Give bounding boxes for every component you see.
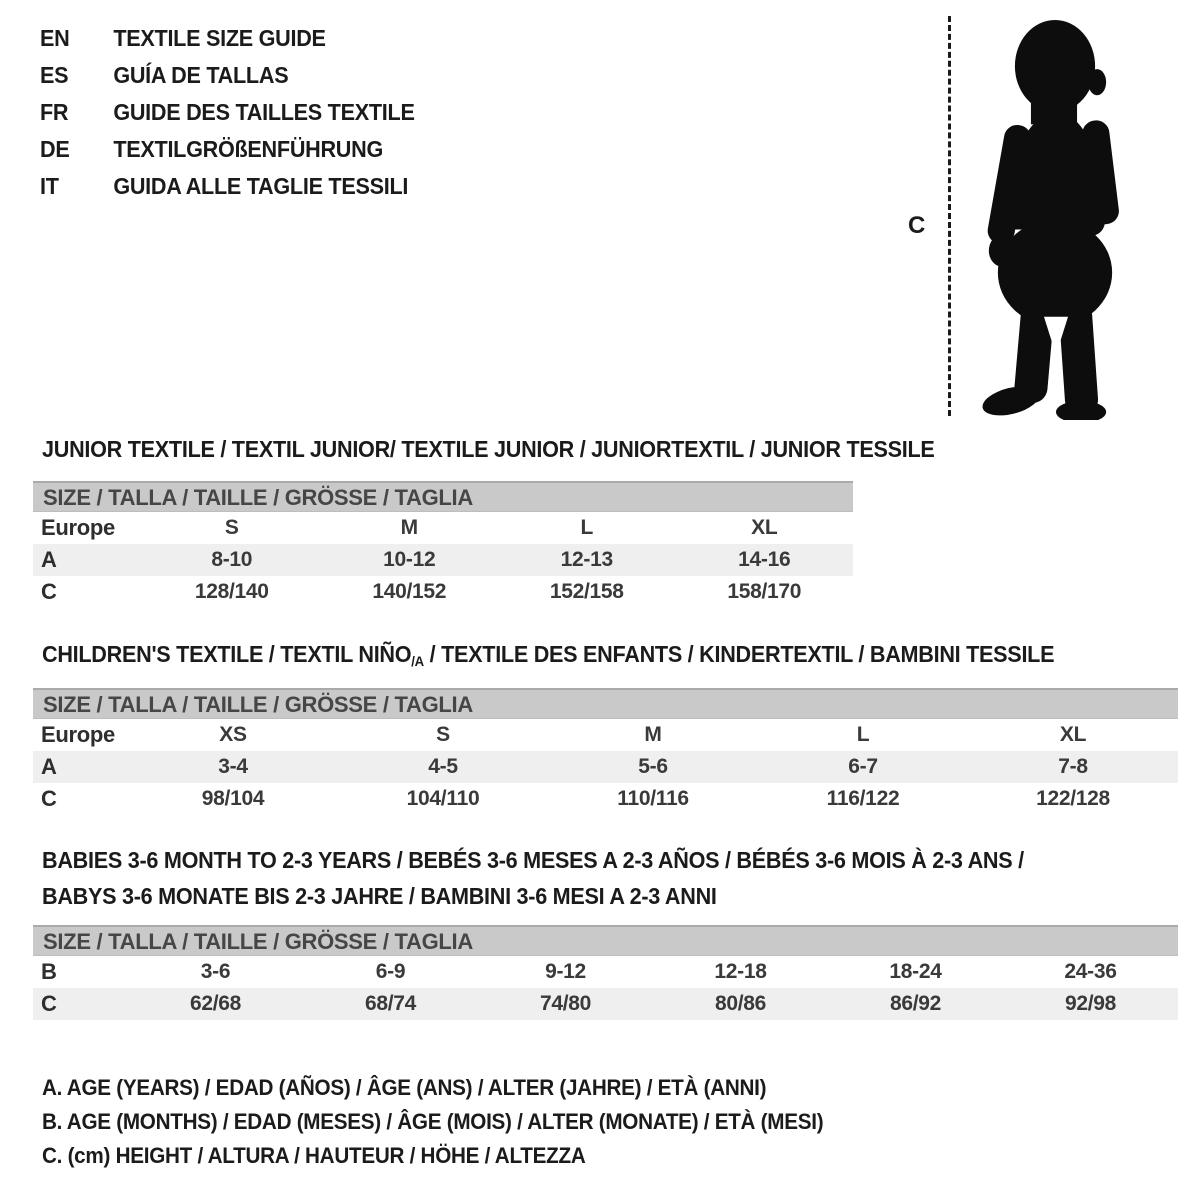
size-cell: L: [580, 516, 594, 539]
children-table-header-bar: [33, 688, 1178, 719]
table-row: [33, 512, 853, 544]
row-label: C: [41, 786, 57, 811]
row-label: C: [33, 988, 128, 1020]
lang-code: ES: [40, 62, 69, 88]
size-cell: 9-12: [545, 960, 586, 983]
size-cell: 62/68: [128, 988, 303, 1020]
size-cell: 116/122: [826, 787, 900, 810]
size-cell: XL: [1059, 723, 1087, 746]
height-measure-dashed-line: [948, 16, 951, 416]
babies-heading-line1: BABIES 3-6 MONTH TO 2-3 YEARS / BEBÉS 3-6 MESES A 2-3 AÑOS / BÉBÉS 3-6 MOIS À 2-3 ANS /: [42, 847, 1024, 873]
guide-title: TEXTILE SIZE GUIDE: [113, 25, 326, 51]
size-cell: 10-12: [321, 544, 499, 576]
size-cell: 98/104: [201, 787, 265, 810]
table-row: [33, 783, 1178, 815]
table-row: [33, 544, 853, 576]
babies-table-header-bar: [33, 925, 1178, 956]
measurement-legend: [42, 1071, 823, 1173]
children-heading-suffix: / TEXTILE DES ENFANTS / KINDERTEXTIL / BAMBINI TESSILE: [423, 641, 1055, 667]
size-cell: XS: [219, 723, 247, 746]
size-cell: 110/116: [617, 787, 689, 810]
language-title-list: [40, 26, 415, 198]
size-header-label: SIZE / TALLA / TAILLE / GRÖSSE / TAGLIA: [43, 692, 473, 717]
guide-title: GUIDE DES TAILLES TEXTILE: [113, 99, 415, 125]
guide-title: GUÍA DE TALLAS: [113, 62, 289, 88]
size-cell: 4-5: [338, 751, 548, 783]
size-cell: 24-36: [1064, 960, 1117, 983]
babies-heading-line2: BABYS 3-6 MONATE BIS 2-3 JAHRE / BAMBINI 3-6 MESI A 2-3 ANNI: [42, 883, 717, 909]
lang-code: EN: [40, 25, 70, 51]
row-label: C: [41, 579, 57, 604]
size-cell: 152/158: [549, 580, 624, 603]
height-measure-label: C: [908, 212, 926, 239]
toddler-silhouette-icon: [968, 14, 1140, 420]
junior-section-heading: JUNIOR TEXTILE / TEXTIL JUNIOR/ TEXTILE JUNIOR / JUNIORTEXTIL / JUNIOR TESSILE: [42, 436, 935, 462]
children-section-heading: [42, 641, 1054, 669]
size-cell: 80/86: [653, 988, 828, 1020]
junior-size-table: [33, 512, 853, 608]
row-label: A: [33, 544, 143, 576]
table-row: [33, 751, 1178, 783]
size-cell: 6-9: [375, 960, 406, 983]
children-heading-prefix: CHILDREN'S TEXTILE / TEXTIL NIÑO: [42, 641, 412, 667]
legend-line-c: C. (cm) HEIGHT / ALTURA / HAUTEUR / HÖHE / ALTEZZA: [42, 1143, 586, 1168]
size-cell: 92/98: [1003, 988, 1178, 1020]
table-row: [33, 956, 1178, 988]
size-header-label: SIZE / TALLA / TAILLE / GRÖSSE / TAGLIA: [43, 929, 473, 954]
size-cell: 128/140: [194, 580, 269, 603]
table-row: [33, 988, 1178, 1020]
table-row: [33, 719, 1178, 751]
lang-code: IT: [40, 173, 59, 199]
size-cell: M: [400, 516, 418, 539]
size-cell: 158/170: [727, 580, 802, 603]
size-header-label: SIZE / TALLA / TAILLE / GRÖSSE / TAGLIA: [43, 485, 473, 510]
size-cell: 5-6: [548, 751, 758, 783]
size-cell: 12-18: [714, 960, 767, 983]
guide-title: TEXTILGRÖßENFÜHRUNG: [113, 136, 384, 162]
babies-size-table: [33, 956, 1178, 1020]
size-cell: 104/110: [406, 787, 480, 810]
table-row: [33, 576, 853, 608]
size-cell: 86/92: [828, 988, 1003, 1020]
guide-title: GUIDA ALLE TAGLIE TESSILI: [113, 173, 409, 199]
children-size-table: [33, 719, 1178, 815]
children-heading-sub: /A: [411, 653, 424, 669]
size-cell: 3-4: [128, 751, 338, 783]
size-cell: S: [436, 723, 450, 746]
lang-code: FR: [40, 99, 69, 125]
size-cell: 74/80: [478, 988, 653, 1020]
size-cell: 3-6: [200, 960, 231, 983]
size-cell: 6-7: [758, 751, 968, 783]
junior-table-header-bar: [33, 481, 853, 512]
size-cell: 12-13: [498, 544, 676, 576]
lang-code: DE: [40, 136, 70, 162]
size-cell: XL: [751, 516, 778, 539]
size-cell: 68/74: [303, 988, 478, 1020]
size-cell: L: [856, 723, 870, 746]
row-label: A: [33, 751, 128, 783]
size-cell: S: [224, 516, 239, 539]
size-cell: M: [644, 723, 662, 746]
row-label: B: [41, 959, 57, 984]
size-cell: 14-16: [676, 544, 854, 576]
babies-section-heading: [42, 842, 1024, 914]
row-label: Europe: [41, 722, 115, 747]
row-label: Europe: [41, 515, 115, 540]
size-cell: 122/128: [1036, 787, 1110, 810]
size-cell: 18-24: [889, 960, 942, 983]
legend-line-a: A. AGE (YEARS) / EDAD (AÑOS) / ÂGE (ANS) / ALTER (JAHRE) / ETÀ (ANNI): [42, 1075, 767, 1100]
size-cell: 8-10: [143, 544, 321, 576]
legend-line-b: B. AGE (MONTHS) / EDAD (MESES) / ÂGE (MOIS) / ALTER (MONATE) / ETÀ (MESI): [42, 1109, 824, 1134]
size-cell: 7-8: [968, 751, 1178, 783]
size-cell: 140/152: [372, 580, 447, 603]
